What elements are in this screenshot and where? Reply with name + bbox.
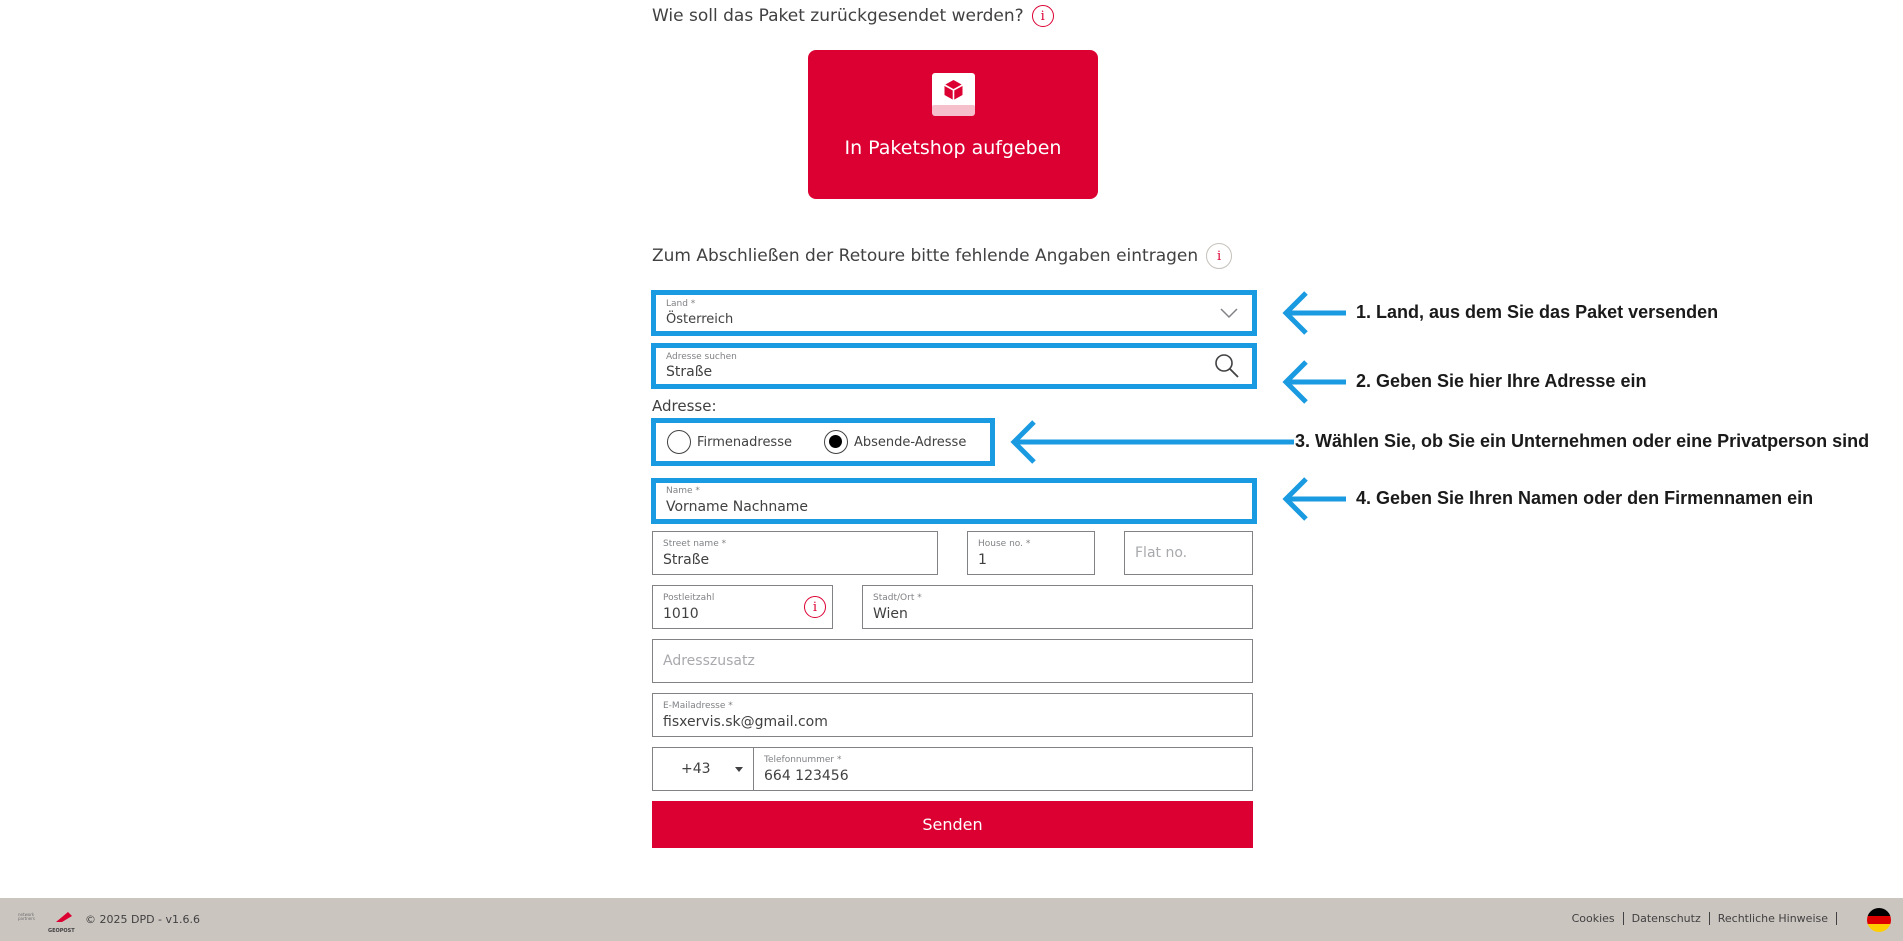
address-search-value: Straße	[666, 364, 713, 380]
postal-code-input[interactable]	[652, 585, 833, 629]
parcel-shop-option-label: In Paketshop aufgeben	[844, 137, 1062, 159]
email-label: E-Mailadresse *	[663, 701, 733, 711]
address-type-label: Adresse:	[652, 397, 717, 415]
footer	[0, 898, 1903, 941]
postal-code-info-icon[interactable]: i	[804, 596, 826, 618]
house-no-label: House no. *	[978, 539, 1031, 549]
footer-divider	[1709, 912, 1710, 925]
address-extra-input[interactable]	[652, 639, 1253, 683]
footer-link-cookies[interactable]: Cookies	[1571, 912, 1615, 925]
geopost-logo-text: GEOPOST	[48, 928, 75, 934]
radio-absende-adresse-control[interactable]	[824, 430, 848, 454]
address-search-label: Adresse suchen	[666, 352, 737, 362]
phone-prefix-value: +43	[681, 761, 711, 777]
return-method-question-text: Wie soll das Paket zurückgesendet werden?	[652, 6, 1024, 26]
annotation-arrow-2-icon	[1280, 359, 1350, 405]
annotation-1: 1. Land, aus dem Sie das Paket versenden	[1356, 302, 1719, 322]
footer-link-datenschutz[interactable]: Datenschutz	[1631, 912, 1701, 925]
parcel-shop-icon	[931, 72, 976, 117]
footer-links	[1572, 912, 1845, 925]
city-input[interactable]	[862, 585, 1253, 629]
city-label: Stadt/Ort *	[873, 593, 922, 603]
postal-code-label: Postleitzahl	[663, 593, 715, 603]
name-value: Vorname Nachname	[666, 499, 809, 515]
form-info-icon[interactable]: i	[1206, 243, 1232, 269]
radio-firmenadresse-control[interactable]	[667, 430, 691, 454]
radio-absende-adresse[interactable]	[824, 428, 966, 456]
radio-firmenadresse[interactable]	[667, 428, 792, 456]
return-method-question	[652, 2, 1054, 30]
postal-code-value: 1010	[663, 606, 699, 622]
house-no-input[interactable]	[967, 531, 1095, 575]
chevron-down-icon	[1220, 307, 1238, 319]
footer-link-rechtliche-hinweise[interactable]: Rechtliche Hinweise	[1717, 912, 1828, 925]
annotation-arrow-1-icon	[1280, 290, 1350, 336]
name-input[interactable]	[656, 483, 1252, 519]
phone-prefix-select[interactable]	[652, 747, 754, 791]
radio-absende-adresse-label: Absende-Adresse	[854, 434, 967, 450]
annotation-arrow-4-icon	[1280, 476, 1350, 522]
flat-no-placeholder: Flat no.	[1135, 545, 1188, 561]
info-icon[interactable]: i	[1032, 5, 1054, 27]
geopost-logo-icon	[48, 910, 78, 924]
house-no-value: 1	[978, 552, 987, 568]
city-value: Wien	[873, 606, 908, 622]
address-search-input[interactable]	[656, 348, 1252, 384]
network-partners-logo: network partners	[18, 912, 35, 921]
caret-down-icon	[735, 767, 743, 773]
country-label: Land *	[666, 299, 696, 309]
phone-value: 664 123456	[764, 768, 849, 784]
street-value: Straße	[663, 552, 710, 568]
annotation-4: 4. Geben Sie Ihren Namen oder den Firmennamen ein	[1356, 488, 1814, 508]
street-input[interactable]	[652, 531, 938, 575]
footer-divider	[1623, 912, 1624, 925]
email-value: fisxervis.sk@gmail.com	[663, 714, 828, 730]
email-input[interactable]	[652, 693, 1253, 737]
annotation-3: 3. Wählen Sie, ob Sie ein Unternehmen oder eine Privatperson sind	[1295, 431, 1870, 451]
address-extra-placeholder: Adresszusatz	[663, 653, 755, 669]
country-value: Österreich	[666, 312, 734, 327]
annotation-2: 2. Geben Sie hier Ihre Adresse ein	[1356, 371, 1647, 391]
search-icon[interactable]	[1214, 353, 1240, 379]
footer-divider	[1836, 912, 1837, 925]
geopost-logo	[48, 909, 78, 934]
country-select[interactable]	[656, 295, 1252, 331]
phone-label: Telefonnummer *	[764, 755, 842, 765]
submit-button[interactable]: Senden	[652, 801, 1253, 848]
copyright: © 2025 DPD - v1.6.6	[85, 913, 201, 926]
phone-input[interactable]	[753, 747, 1253, 791]
form-heading-text: Zum Abschließen der Retoure bitte fehlende Angaben eintragen	[652, 246, 1199, 266]
name-label: Name *	[666, 486, 700, 496]
parcel-shop-option-button[interactable]	[808, 50, 1098, 199]
radio-firmenadresse-label: Firmenadresse	[697, 434, 792, 450]
annotation-arrow-3-icon	[1008, 419, 1298, 465]
street-label: Street name *	[663, 539, 727, 549]
flat-no-input[interactable]	[1124, 531, 1253, 575]
form-heading	[652, 241, 1232, 271]
german-flag-icon[interactable]	[1867, 908, 1891, 932]
